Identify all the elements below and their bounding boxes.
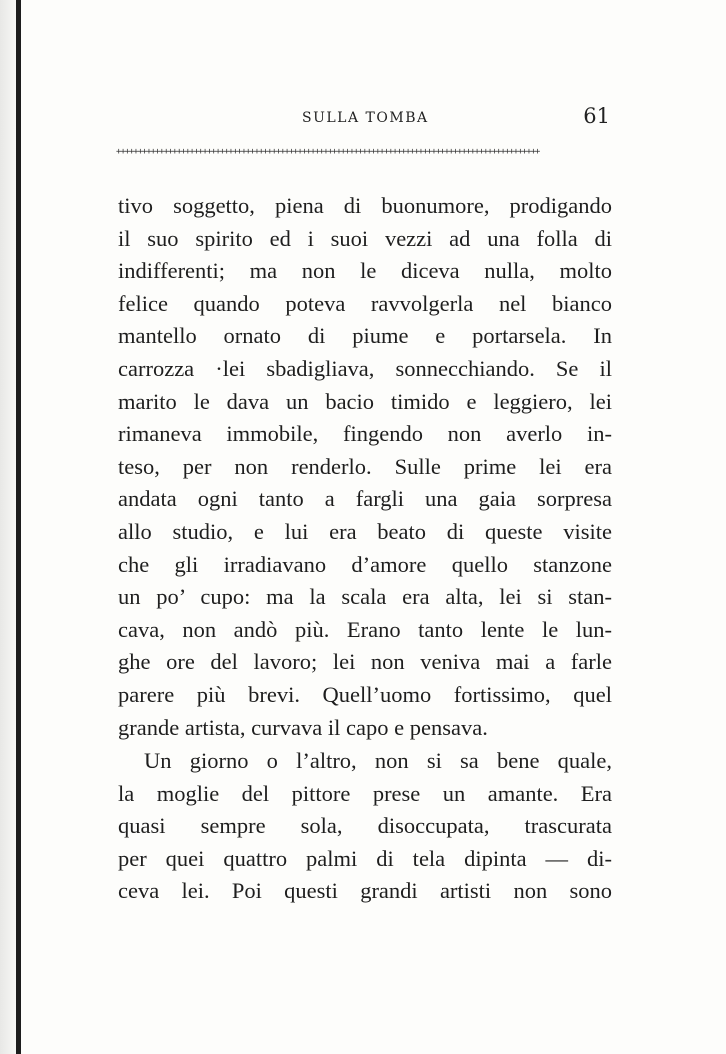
- text-line: parere più brevi. Quell’uomo fortissimo, quel: [118, 681, 612, 707]
- binding-shadow: [0, 0, 16, 1054]
- text-line: per quei quattro palmi di tela dipinta — di-: [118, 845, 612, 871]
- ornamental-rule: ++++++++++++++++++++++++++++++++++++++++++++++++++++++++++++++++++++++++++++++++++++++++++++++++++: [116, 147, 540, 157]
- text-line: che gli irradiavano d’amore quello stanzone: [118, 551, 612, 577]
- text-line: andata ogni tanto a fargli una gaia sorpresa: [118, 486, 612, 512]
- running-head: [118, 104, 610, 134]
- text-line: allo studio, e lui era beato di queste visite: [118, 518, 612, 544]
- text-line: rimaneva immobile, fingendo non averlo in-: [118, 421, 612, 447]
- text-line: grande artista, curvava il capo e pensava.: [118, 714, 488, 740]
- text-line: felice quando poteva ravvolgerla nel bianco: [118, 290, 612, 316]
- binding-edge: [16, 0, 21, 1054]
- text-line: Un giorno o l’altro, non si sa bene quale,: [144, 748, 612, 774]
- text-line: tivo soggetto, piena di buonumore, prodigando: [118, 193, 612, 218]
- running-title: SULLA TOMBA: [302, 110, 429, 126]
- page-number: 61: [583, 104, 610, 128]
- text-line: ceva lei. Poi questi grandi artisti non sono: [118, 878, 612, 904]
- text-line: ghe ore del lavoro; lei non veniva mai a farle: [118, 649, 612, 675]
- text-line: un po’ cupo: ma la scala era alta, lei si stan-: [118, 584, 612, 610]
- body-text: [118, 190, 612, 908]
- text-line: cava, non andò più. Erano tanto lente le lun-: [118, 616, 612, 642]
- text-line: il suo spirito ed i suoi vezzi ad una folla di: [118, 225, 612, 251]
- text-line: la moglie del pittore prese un amante. Era: [118, 780, 612, 806]
- text-line: marito le dava un bacio timido e leggiero, lei: [118, 388, 612, 414]
- text-line: quasi sempre sola, disoccupata, trascurata: [118, 813, 612, 839]
- text-line: teso, per non renderlo. Sulle prime lei era: [118, 453, 612, 479]
- text-line: indifferenti; ma non le diceva nulla, molto: [118, 258, 612, 284]
- text-line: mantello ornato di piume e portarsela. In: [118, 323, 612, 349]
- text-line: carrozza ·lei sbadigliava, sonnecchiando. Se il: [118, 355, 612, 381]
